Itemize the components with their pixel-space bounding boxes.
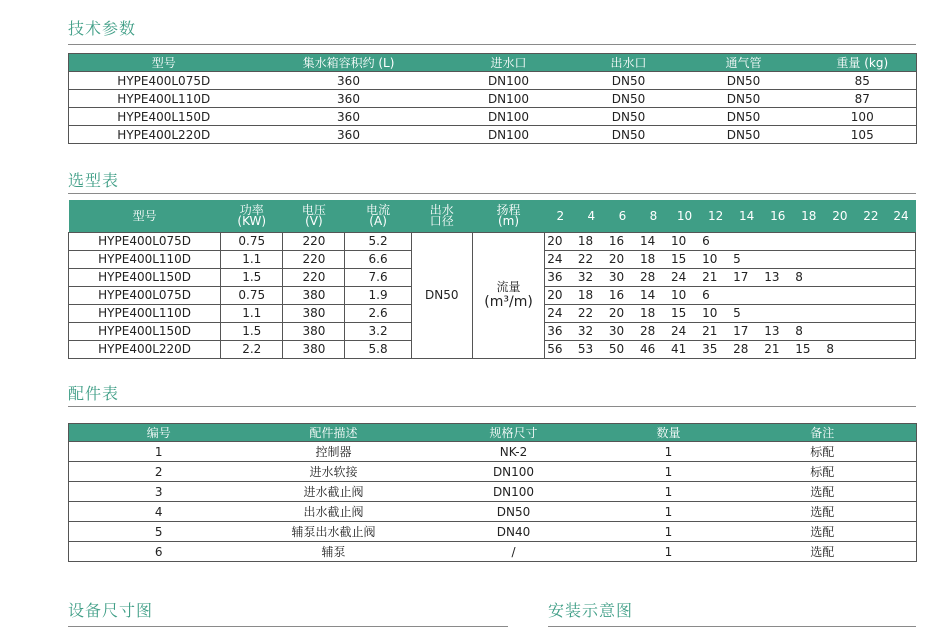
cell-flow: 13 [762,322,793,340]
cell-vent: DN50 [679,90,809,108]
cell-remark: 标配 [729,462,917,482]
header-description: 配件描述 [249,424,419,442]
header-head-8: 8 [638,200,669,232]
table-row [69,522,917,542]
cell-flow: 22 [576,250,607,268]
cell-model: HYPE400L150D [69,268,221,286]
cell-outlet: DN50 [579,72,679,90]
cell-current: 3.2 [345,322,411,340]
cell-number: 1 [69,442,249,462]
header-power-label: 功率 [239,202,264,217]
cell-inlet: DN100 [439,90,579,108]
table-header-row [69,200,916,232]
cell-flow [855,322,886,340]
cell-flow: 24 [545,304,576,322]
cell-flow [762,232,793,250]
cell-spec: DN40 [419,522,609,542]
cell-current: 5.2 [345,232,411,250]
cell-flow [855,232,886,250]
cell-capacity: 360 [259,126,439,144]
cell-flow: 20 [607,250,638,268]
header-head-24: 24 [886,200,915,232]
cell-current: 2.6 [345,304,411,322]
header-head-4: 4 [576,200,607,232]
header-vent: 通气管 [679,54,809,72]
cell-weight: 85 [809,72,917,90]
cell-flow: 21 [700,322,731,340]
header-voltage-label: 电压 [301,202,326,217]
cell-outlet: DN50 [579,108,679,126]
cell-flow: 32 [576,322,607,340]
table-header-row [69,424,917,442]
cell-current: 7.6 [345,268,411,286]
cell-flow [855,250,886,268]
table-row [69,232,916,250]
table-row [69,482,917,502]
cell-voltage: 380 [283,286,345,304]
cell-capacity: 360 [259,72,439,90]
cell-vent: DN50 [679,72,809,90]
cell-weight: 100 [809,108,917,126]
header-head-16: 16 [762,200,793,232]
cell-flow [824,286,855,304]
cell-flow: 22 [576,304,607,322]
header-current-unit: (A) [369,213,387,228]
header-outlet: 出水口 [579,54,679,72]
cell-flow: 36 [545,268,576,286]
header-head-6: 6 [607,200,638,232]
cell-flow: 28 [638,268,669,286]
cell-description: 控制器 [249,442,419,462]
cell-flow [824,250,855,268]
cell-number: 6 [69,542,249,562]
cell-power: 1.5 [221,268,283,286]
cell-model: HYPE400L075D [69,286,221,304]
cell-flow [762,304,793,322]
header-head-22: 22 [855,200,886,232]
cell-flow [886,340,915,358]
parts-table [68,423,917,562]
cell-flow: 20 [545,286,576,304]
cell-capacity: 360 [259,90,439,108]
header-quantity: 数量 [609,424,729,442]
table-row [69,126,917,144]
cell-quantity: 1 [609,462,729,482]
selection-table [68,200,916,359]
cell-flow [824,322,855,340]
cell-flow [793,232,824,250]
cell-flow: 56 [545,340,576,358]
cell-flow: 6 [700,232,731,250]
header-head-12: 12 [700,200,731,232]
cell-power: 1.5 [221,322,283,340]
cell-description: 进水截止阀 [249,482,419,502]
cell-flow: 6 [700,286,731,304]
table-row [69,542,917,562]
cell-number: 4 [69,502,249,522]
cell-remark: 选配 [729,522,917,542]
cell-voltage: 380 [283,304,345,322]
cell-flow: 30 [607,322,638,340]
cell-outlet: DN50 [579,126,679,144]
cell-description: 辅泵出水截止阀 [249,522,419,542]
header-head-14: 14 [731,200,762,232]
cell-flow [793,286,824,304]
cell-quantity: 1 [609,502,729,522]
header-power-unit: (KW) [237,213,267,228]
cell-flow: 13 [762,268,793,286]
cell-spec: DN100 [419,482,609,502]
cell-flow [762,286,793,304]
cell-flow: 17 [731,268,762,286]
header-head-10: 10 [669,200,700,232]
cell-flow: 18 [638,304,669,322]
table-row [69,108,917,126]
cell-quantity: 1 [609,522,729,542]
cell-flow: 41 [669,340,700,358]
table-row [69,72,917,90]
cell-power: 0.75 [221,232,283,250]
cell-flow [762,250,793,268]
cell-flow: 16 [607,232,638,250]
header-voltage [283,200,345,232]
cell-model: HYPE400L220D [69,126,259,144]
cell-model: HYPE400L110D [69,304,221,322]
cell-power: 1.1 [221,304,283,322]
cell-flow: 14 [638,232,669,250]
section-divider [548,626,916,627]
cell-flow [824,232,855,250]
cell-flow: 20 [607,304,638,322]
cell-flow [793,304,824,322]
cell-flow [855,286,886,304]
cell-remark: 选配 [729,482,917,502]
header-current [345,200,411,232]
table-row [69,502,917,522]
header-head-unit: (m) [498,213,520,228]
cell-flow [855,268,886,286]
cell-flow [793,250,824,268]
cell-number: 3 [69,482,249,502]
cell-flow: 10 [669,232,700,250]
cell-flow: 5 [731,304,762,322]
cell-flow: 53 [576,340,607,358]
section-title-selection: 选型表 [68,171,120,190]
cell-flow: 18 [638,250,669,268]
cell-flow: 18 [576,286,607,304]
section-divider [68,44,916,45]
cell-flow [855,304,886,322]
cell-voltage: 380 [283,340,345,358]
header-outlet-label2: 口径 [429,213,454,228]
cell-flow [824,304,855,322]
cell-flow [855,340,886,358]
cell-spec: DN100 [419,462,609,482]
cell-flow [731,232,762,250]
flow-label: 流量 [496,280,521,294]
cell-flow: 8 [824,340,855,358]
cell-flow: 24 [669,268,700,286]
cell-quantity: 1 [609,482,729,502]
cell-power: 1.1 [221,250,283,268]
cell-voltage: 220 [283,268,345,286]
cell-model: HYPE400L075D [69,232,221,250]
cell-spec: NK-2 [419,442,609,462]
header-head-label: 扬程 [496,202,521,217]
header-head [472,200,544,232]
cell-voltage: 220 [283,232,345,250]
cell-flow: 10 [700,250,731,268]
cell-flow: 5 [731,250,762,268]
section-divider [68,626,508,627]
cell-number: 2 [69,462,249,482]
cell-flow: 32 [576,268,607,286]
cell-capacity: 360 [259,108,439,126]
table-row [69,90,917,108]
cell-flow: 8 [793,322,824,340]
header-outlet-label: 出水 [429,202,454,217]
cell-model: HYPE400L110D [69,90,259,108]
cell-flow [886,268,915,286]
cell-flow [886,286,915,304]
cell-inlet: DN100 [439,108,579,126]
header-model: 型号 [69,200,221,232]
cell-inlet: DN100 [439,72,579,90]
cell-flow: 16 [607,286,638,304]
cell-weight: 105 [809,126,917,144]
tech-params-table [68,53,917,144]
cell-flow: 17 [731,322,762,340]
cell-flow: 50 [607,340,638,358]
cell-flow: 28 [731,340,762,358]
section-title-tech: 技术参数 [68,19,137,38]
cell-inlet: DN100 [439,126,579,144]
cell-flow: 15 [793,340,824,358]
cell-quantity: 1 [609,442,729,462]
cell-vent: DN50 [679,126,809,144]
cell-number: 5 [69,522,249,542]
cell-model: HYPE400L150D [69,322,221,340]
header-outlet [411,200,472,232]
cell-power: 0.75 [221,286,283,304]
cell-flow: 14 [638,286,669,304]
cell-flow: 36 [545,322,576,340]
cell-flow: 8 [793,268,824,286]
header-head-18: 18 [793,200,824,232]
cell-description: 辅泵 [249,542,419,562]
section-title-dimensions: 设备尺寸图 [68,601,154,620]
cell-description: 进水软接 [249,462,419,482]
cell-flow: 10 [669,286,700,304]
cell-voltage: 220 [283,250,345,268]
header-voltage-unit: (V) [305,213,323,228]
cell-flow [886,322,915,340]
cell-voltage: 380 [283,322,345,340]
section-title-parts: 配件表 [68,384,120,403]
section-divider [68,193,916,194]
cell-flow: 18 [576,232,607,250]
cell-flow [824,268,855,286]
cell-flow [886,250,915,268]
header-model: 型号 [69,54,259,72]
cell-spec: / [419,542,609,562]
table-row [69,442,917,462]
header-spec: 规格尺寸 [419,424,609,442]
cell-flow: 24 [669,322,700,340]
header-remark: 备注 [729,424,917,442]
cell-description: 出水截止阀 [249,502,419,522]
cell-outlet-dn: DN50 [411,232,472,358]
cell-remark: 选配 [729,542,917,562]
cell-flow: 20 [545,232,576,250]
cell-remark: 选配 [729,502,917,522]
section-divider [68,406,916,407]
table-header-row [69,54,917,72]
header-head-20: 20 [824,200,855,232]
cell-model: HYPE400L220D [69,340,221,358]
cell-vent: DN50 [679,108,809,126]
cell-flow: 21 [700,268,731,286]
cell-flow: 15 [669,250,700,268]
cell-spec: DN50 [419,502,609,522]
section-title-install: 安装示意图 [548,601,634,620]
table-row [69,462,917,482]
cell-flow [886,232,915,250]
cell-flow: 15 [669,304,700,322]
cell-weight: 87 [809,90,917,108]
cell-power: 2.2 [221,340,283,358]
cell-flow: 28 [638,322,669,340]
header-capacity: 集水箱容积约 (L) [259,54,439,72]
header-head-2: 2 [545,200,576,232]
cell-flow: 30 [607,268,638,286]
flow-unit: (m³/m) [484,294,533,310]
header-current-label: 电流 [366,202,391,217]
cell-flow: 46 [638,340,669,358]
cell-flow [731,286,762,304]
cell-current: 5.8 [345,340,411,358]
cell-outlet: DN50 [579,90,679,108]
cell-model: HYPE400L110D [69,250,221,268]
cell-model: HYPE400L075D [69,72,259,90]
header-number: 编号 [69,424,249,442]
cell-flow [886,304,915,322]
cell-flow: 10 [700,304,731,322]
cell-flow: 24 [545,250,576,268]
header-inlet: 进水口 [439,54,579,72]
header-power [221,200,283,232]
cell-current: 6.6 [345,250,411,268]
cell-model: HYPE400L150D [69,108,259,126]
cell-flow: 21 [762,340,793,358]
cell-current: 1.9 [345,286,411,304]
header-weight: 重量 (kg) [809,54,917,72]
cell-flow-label [472,232,544,358]
cell-quantity: 1 [609,542,729,562]
cell-flow: 35 [700,340,731,358]
cell-remark: 标配 [729,442,917,462]
